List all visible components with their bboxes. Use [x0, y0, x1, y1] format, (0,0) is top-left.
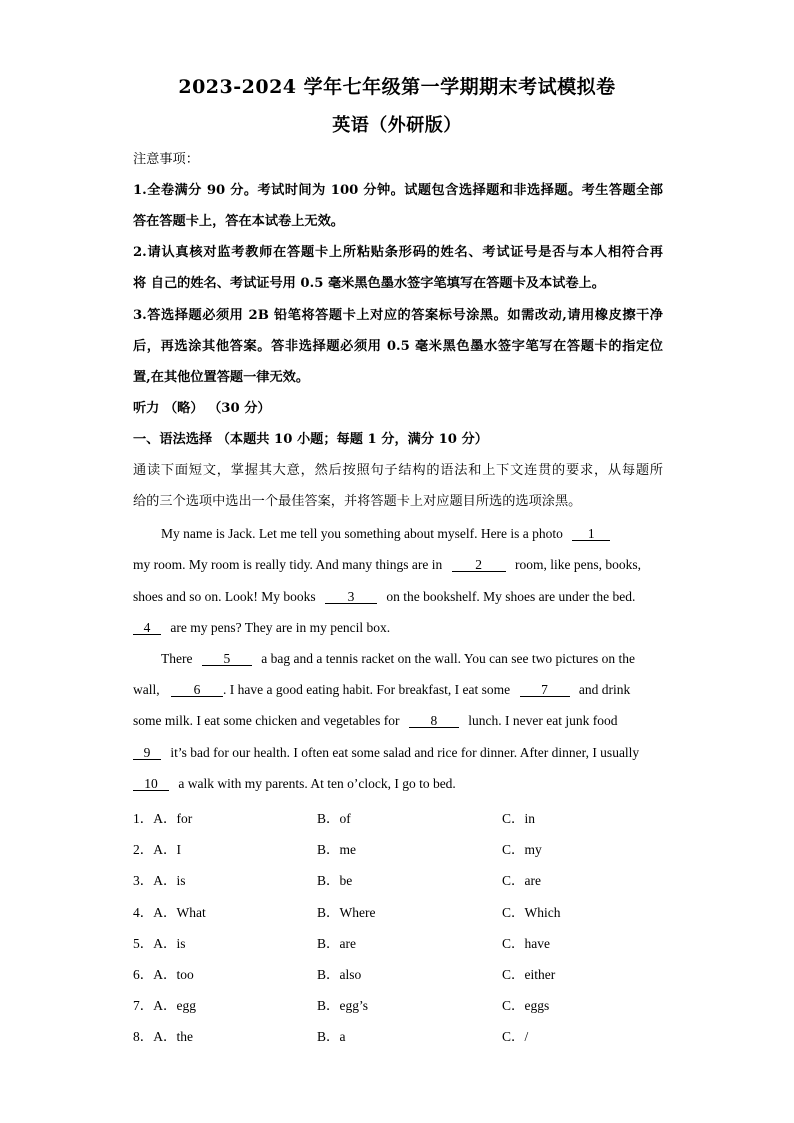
exam-title: 2023-2024 学年七年级第一学期期末考试模拟卷: [178, 76, 616, 98]
blank-6: 6: [171, 683, 223, 697]
q7-option-c: C．eggs: [502, 998, 550, 1013]
exam-subtitle: 英语（外研版）: [332, 115, 462, 136]
section-1-instruction-1: 通读下面短文，掌握其大意，然后按照句子结构的语法和上下文连贯的要求，从每题所: [133, 463, 663, 478]
blank-1: 1: [572, 527, 610, 541]
listening-section: 听力 （略） （30 分）: [133, 401, 271, 416]
passage-text: and drink: [578, 682, 631, 697]
passage-line: [133, 713, 663, 729]
passage-text: shoes and so on. Look! My books: [133, 589, 316, 604]
passage-text: a bag and a tennis racket on the wall. You can see two pictures on the: [261, 651, 636, 666]
q5-option-b: B．are: [317, 936, 356, 951]
q8-option-c: C．/: [502, 1029, 529, 1044]
section-1-instruction-2: 给的三个选项中选出一个最佳答案，并将答题卡上对应题目所选的选项涂黑。: [133, 494, 582, 509]
q4-option-c: C．Which: [502, 905, 561, 920]
q2-option-c: C．my: [502, 842, 542, 857]
note-2-line-2: 将 自己的姓名、考试证号用 0.5 毫米黑色墨水签字笔填写在答题卡及本试卷上。: [133, 276, 605, 291]
passage-text: it’s bad for our health. I often eat some salad and rice for dinner. After dinner, I usually: [170, 745, 640, 760]
blank-5: 5: [202, 652, 252, 666]
passage-line: [133, 651, 691, 667]
note-3-line-1: 3.答选择题必须用 2B 铅笔将答题卡上对应的答案标号涂黑。如需改动,请用橡皮擦干净: [133, 308, 663, 323]
q1-option-a: 1．A．for: [133, 811, 193, 826]
q1-option-c: C．in: [502, 811, 536, 826]
blank-7: 7: [520, 683, 570, 697]
passage-text: . I have a good eating habit. For breakfast, I eat some: [223, 682, 511, 697]
blank-8: 8: [409, 714, 459, 728]
q6-option-c: C．either: [502, 967, 556, 982]
q4-option-a: 4．A．What: [133, 905, 206, 920]
passage-line: [133, 620, 663, 636]
passage-text: on the bookshelf. My shoes are under the bed.: [386, 589, 636, 604]
blank-3: 3: [325, 590, 377, 604]
q6-option-b: B．also: [317, 967, 362, 982]
blank-10: 10: [133, 777, 169, 791]
q3-option-b: B．be: [317, 873, 353, 888]
blank-2: 2: [452, 558, 506, 572]
section-1-heading: 一、语法选择 （本题共 10 小题；每题 1 分，满分 10 分）: [133, 432, 488, 447]
passage-line: [133, 776, 663, 792]
passage-text: room, like pens, books,: [514, 557, 641, 572]
q3-option-a: 3．A．is: [133, 873, 186, 888]
q5-option-a: 5．A．is: [133, 936, 186, 951]
q1-option-b: B．of: [317, 811, 351, 826]
note-1-line-2: 答在答题卡上，答在本试卷上无效。: [133, 214, 344, 229]
passage-text: some milk. I eat some chicken and vegetables for: [133, 713, 400, 728]
passage-line: [133, 557, 663, 573]
note-1-line-1: 1.全卷满分 90 分。考试时间为 100 分钟。试题包含选择题和非选择题。考生答题全部: [133, 183, 663, 198]
passage-text: are my pens? They are in my pencil box.: [170, 620, 391, 635]
passage-text: My name is Jack. Let me tell you something about myself. Here is a photo: [161, 526, 563, 541]
passage-line: [133, 745, 663, 761]
passage-line: [133, 526, 691, 542]
passage-line: [133, 589, 663, 605]
q6-option-a: 6．A．too: [133, 967, 194, 982]
q2-option-a: 2．A．I: [133, 842, 181, 857]
passage-text: There: [161, 651, 193, 666]
q7-option-b: B．egg’s: [317, 998, 369, 1013]
note-3-line-3: 置,在其他位置答题一律无效。: [133, 370, 310, 385]
q4-option-b: B．Where: [317, 905, 376, 920]
q3-option-c: C．are: [502, 873, 541, 888]
passage-text: my room. My room is really tidy. And many things are in: [133, 557, 443, 572]
passage-line: [133, 682, 663, 698]
q8-option-b: B．a: [317, 1029, 346, 1044]
q8-option-a: 8．A．the: [133, 1029, 193, 1044]
q7-option-a: 7．A．egg: [133, 998, 196, 1013]
blank-4: 4: [133, 621, 161, 635]
note-2-line-1: 2.请认真核对监考教师在答题卡上所粘贴条形码的姓名、考试证号是否与本人相符合再: [133, 245, 663, 260]
passage-text: lunch. I never eat junk food: [468, 713, 618, 728]
passage-text: a walk with my parents. At ten o’clock, I go to bed.: [178, 776, 456, 791]
note-3-line-2: 后，再选涂其他答案。答非选择题必须用 0.5 毫米黑色墨水签字笔写在答题卡的指定位: [133, 339, 663, 354]
blank-9: 9: [133, 746, 161, 760]
notes-heading: 注意事项：: [133, 152, 199, 167]
q5-option-c: C．have: [502, 936, 550, 951]
q2-option-b: B．me: [317, 842, 356, 857]
passage-text: wall,: [133, 682, 160, 697]
